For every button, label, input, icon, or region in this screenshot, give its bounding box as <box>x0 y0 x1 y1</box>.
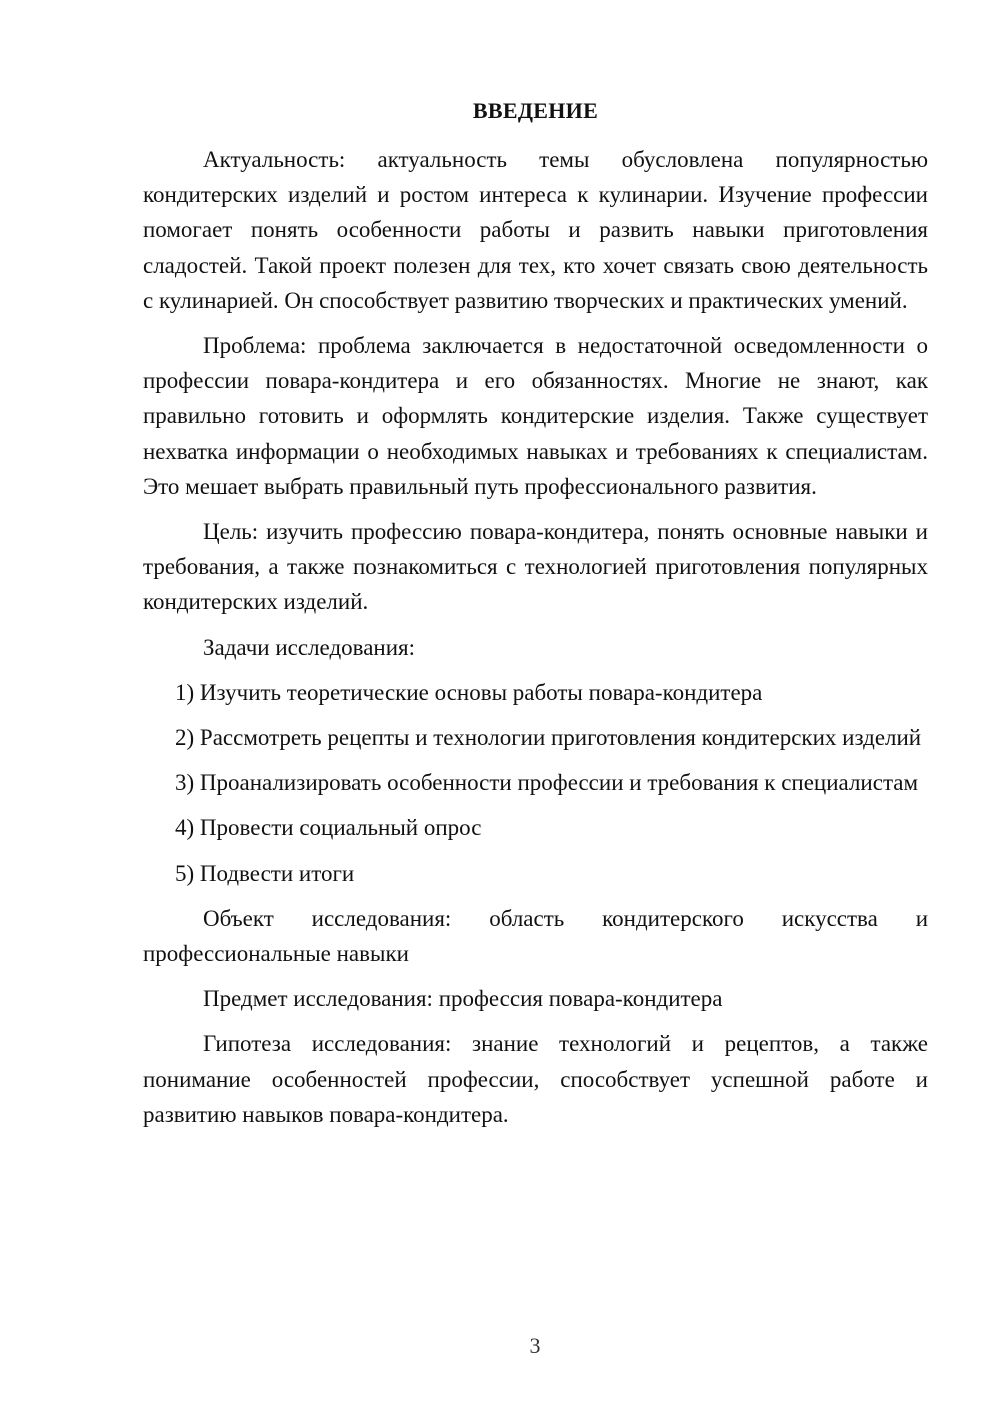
task-item-1: 1) Изучить теоретические основы работы повара-кондитера <box>175 679 763 705</box>
hypothesis-paragraph: Гипотеза исследования: знание технологий и рецептов, а также понимание особенностей профессии, способствует успешной работе и развитию навыков повара-кондитера. <box>143 1031 928 1127</box>
problem-paragraph: Проблема: проблема заключается в недостаточной осведомленности о профессии повара-кондитера и его обязанностях. Многие не знают, как правильно готовить и оформлять кондитерские изделия. Также существует нехватка информации о необходимых навыках и требованиях к специалистам. Это мешает выбрать правильный путь профессионального развития. <box>143 333 928 499</box>
tasks-heading: Задачи исследования: <box>203 634 416 660</box>
task-item-3: 3) Проанализировать особенности профессии и требования к специалистам <box>175 770 919 796</box>
task-item-5: 5) Подвести итоги <box>175 860 355 886</box>
object-paragraph: Объект исследования: область кондитерского искусства и профессиональные навыки <box>143 905 928 967</box>
subject-paragraph: Предмет исследования: профессия повара-кондитера <box>203 986 723 1012</box>
task-item-4: 4) Провести социальный опрос <box>175 815 482 841</box>
goal-paragraph: Цель: изучить профессию повара-кондитера, понять основные навыки и требования, а также познакомиться с технологией приготовления популярных кондитерских изделий. <box>143 519 928 615</box>
page-title: ВВЕДЕНИЕ <box>472 98 599 123</box>
task-item-2: 2) Рассмотреть рецепты и технологии приготовления кондитерских изделий <box>175 725 922 751</box>
page-number: 3 <box>529 1333 541 1358</box>
document-body <box>143 142 928 1142</box>
relevance-paragraph: Актуальность: актуальность темы обусловлена популярностью кондитерских изделий и ростом интереса к кулинарии. Изучение профессии помогает понять особенности работы и развить навыки приготовления сладостей. Такой проект полезен для тех, кто хочет связать свою деятельность с кулинарией. Он способствует развитию творческих и практических умений. <box>143 147 928 313</box>
